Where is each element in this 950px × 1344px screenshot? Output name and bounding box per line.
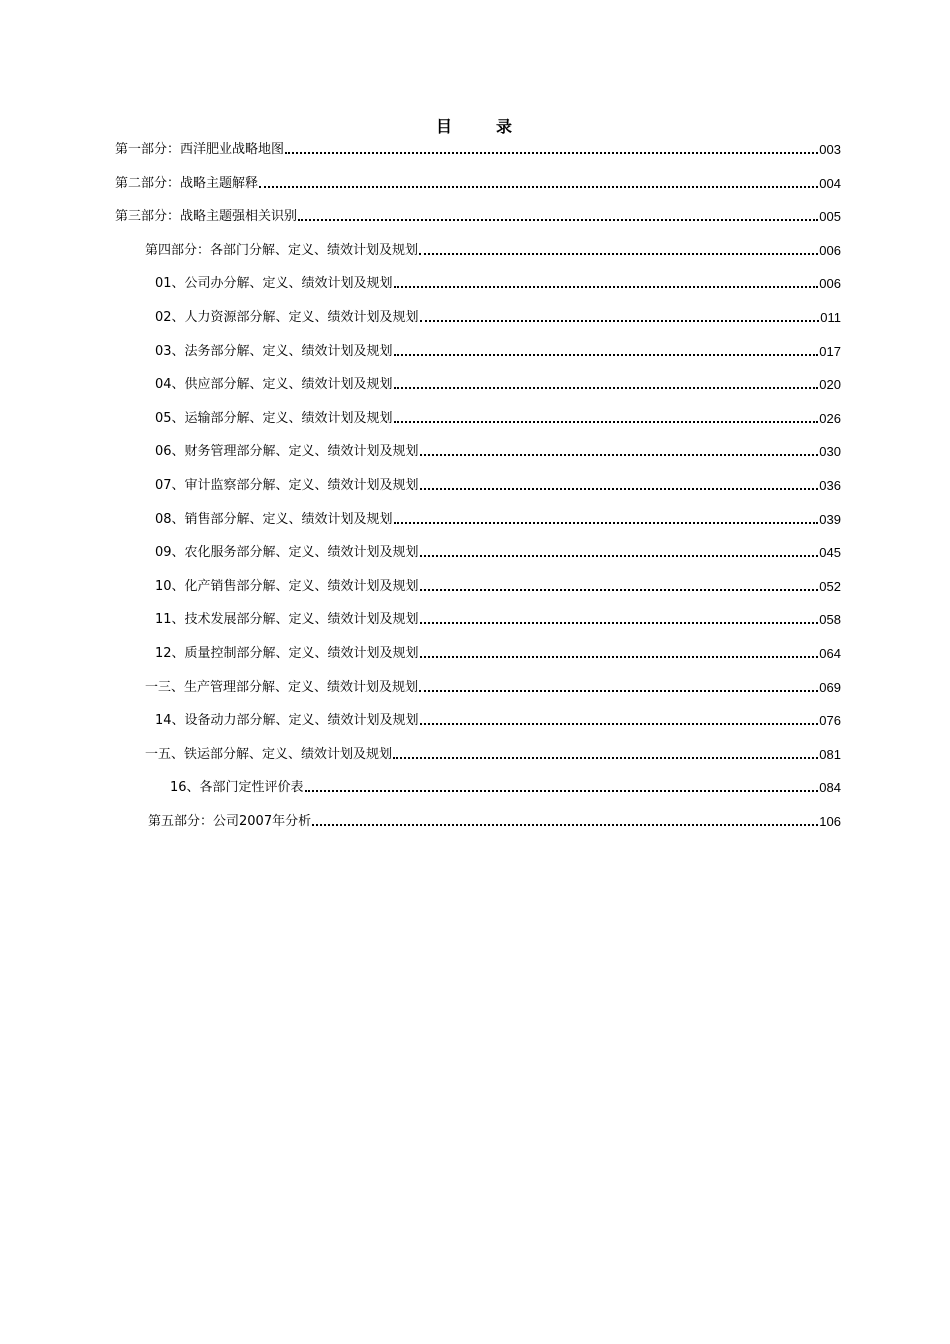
- toc-entry[interactable]: [155, 709, 841, 729]
- toc-entry-page: 005: [819, 209, 841, 225]
- toc-entry-page: 004: [819, 175, 841, 191]
- toc-dot-leader: [420, 723, 819, 725]
- toc-entry-page: 076: [819, 713, 841, 729]
- toc-entry[interactable]: [155, 306, 841, 326]
- toc-dot-leader: [419, 690, 818, 692]
- toc-entry[interactable]: [115, 172, 841, 192]
- toc-entry-label: 一五、铁运部分解、定义、绩效计划及规划: [145, 746, 393, 762]
- toc-dot-leader: [420, 589, 819, 591]
- toc-entry[interactable]: [145, 743, 841, 763]
- toc-entry[interactable]: [155, 575, 841, 595]
- toc-dot-leader: [420, 656, 819, 658]
- toc-entry-label: 08、销售部分解、定义、绩效计划及规划: [155, 511, 393, 527]
- toc-entry[interactable]: [145, 239, 841, 259]
- toc-entry-page: 052: [819, 578, 841, 594]
- toc-entry-label: 16、各部门定性评价表: [170, 780, 304, 796]
- toc-entry[interactable]: [155, 373, 841, 393]
- toc-entry-label: 03、法务部分解、定义、绩效计划及规划: [155, 343, 393, 359]
- toc-entry-page: 003: [819, 142, 841, 157]
- toc-dot-leader: [394, 286, 819, 288]
- toc-entry-label: 02、人力资源部分解、定义、绩效计划及规划: [155, 310, 419, 325]
- toc-entry-page: 064: [819, 646, 841, 661]
- toc-entry-label: 04、供应部分解、定义、绩效计划及规划: [155, 377, 393, 393]
- toc-entry[interactable]: [155, 474, 841, 494]
- toc-entry-label: 09、农化服务部分解、定义、绩效计划及规划: [155, 545, 419, 561]
- toc-dot-leader: [420, 488, 819, 490]
- toc-entry-label: 12、质量控制部分解、定义、绩效计划及规划: [155, 646, 419, 661]
- toc-entry[interactable]: [155, 508, 841, 528]
- toc-entry[interactable]: [155, 541, 841, 561]
- toc-entry-label: 01、公司办分解、定义、绩效计划及规划: [155, 276, 393, 292]
- toc-dot-leader: [420, 555, 819, 557]
- toc-entry-page: 026: [819, 410, 841, 426]
- toc-entry[interactable]: [155, 642, 841, 662]
- toc-entry[interactable]: [155, 440, 841, 460]
- toc-entry-page: 006: [819, 276, 841, 292]
- toc-entry-page: 011: [820, 310, 841, 325]
- toc-entry-label: 14、设备动力部分解、定义、绩效计划及规划: [155, 713, 419, 729]
- toc-dot-leader: [420, 320, 820, 322]
- toc-entry-label: 第五部分：公司2007年分析: [148, 814, 312, 829]
- toc-dot-leader: [393, 757, 818, 759]
- toc-dot-leader: [394, 387, 819, 389]
- toc-entry[interactable]: [155, 272, 841, 292]
- toc-entry-page: 036: [819, 478, 841, 493]
- toc-entry-label: 07、审计监察部分解、定义、绩效计划及规划: [155, 478, 419, 493]
- toc-dot-leader: [285, 152, 818, 154]
- toc-entry-label: 第三部分：战略主题强相关识别: [115, 209, 298, 225]
- toc-dot-leader: [419, 253, 818, 255]
- toc-entry-page: 020: [819, 377, 841, 393]
- toc-entry-label: 第一部分：西洋肥业战略地图: [115, 142, 285, 157]
- toc-entry-page: 030: [819, 444, 841, 460]
- toc-entry[interactable]: [155, 340, 841, 360]
- toc-entry-page: 106: [819, 814, 841, 829]
- toc-dot-leader: [394, 421, 819, 423]
- toc-entry-label: 06、财务管理部分解、定义、绩效计划及规划: [155, 444, 419, 460]
- toc-entry-page: 017: [819, 343, 841, 359]
- toc-entry-label: 第二部分：战略主题解释: [115, 175, 259, 191]
- toc-entry-page: 006: [819, 242, 841, 258]
- toc-dot-leader: [305, 790, 819, 792]
- toc-entry[interactable]: [155, 407, 841, 427]
- toc-entry-label: 05、运输部分解、定义、绩效计划及规划: [155, 410, 393, 426]
- toc-dot-leader: [420, 622, 819, 624]
- toc-entry-page: 081: [819, 746, 841, 762]
- toc-title: 目 录: [435, 117, 526, 136]
- toc-entry[interactable]: [155, 608, 841, 628]
- toc-entry[interactable]: [145, 676, 841, 696]
- toc-entry-label: 11、技术发展部分解、定义、绩效计划及规划: [155, 612, 419, 628]
- toc-entry-label: 一三、生产管理部分解、定义、绩效计划及规划: [145, 679, 419, 695]
- toc-dot-leader: [298, 219, 818, 221]
- toc-entry-page: 069: [819, 679, 841, 695]
- toc-entry-page: 058: [819, 612, 841, 628]
- toc-dot-leader: [312, 824, 818, 826]
- toc-entry-page: 045: [819, 545, 841, 561]
- toc-dot-leader: [394, 354, 819, 356]
- toc-entry-page: 039: [819, 511, 841, 527]
- toc-entry-page: 084: [819, 780, 841, 796]
- toc-dot-leader: [420, 454, 819, 456]
- toc-dot-leader: [259, 186, 818, 188]
- toc-entry-label: 第四部分：各部门分解、定义、绩效计划及规划: [145, 242, 419, 258]
- toc-entry[interactable]: [115, 205, 841, 225]
- toc-dot-leader: [394, 522, 819, 524]
- toc-entry-label: 10、化产销售部分解、定义、绩效计划及规划: [155, 578, 419, 594]
- toc-entry[interactable]: [170, 776, 841, 796]
- toc-entry[interactable]: [115, 138, 841, 158]
- toc-entry[interactable]: [148, 810, 841, 830]
